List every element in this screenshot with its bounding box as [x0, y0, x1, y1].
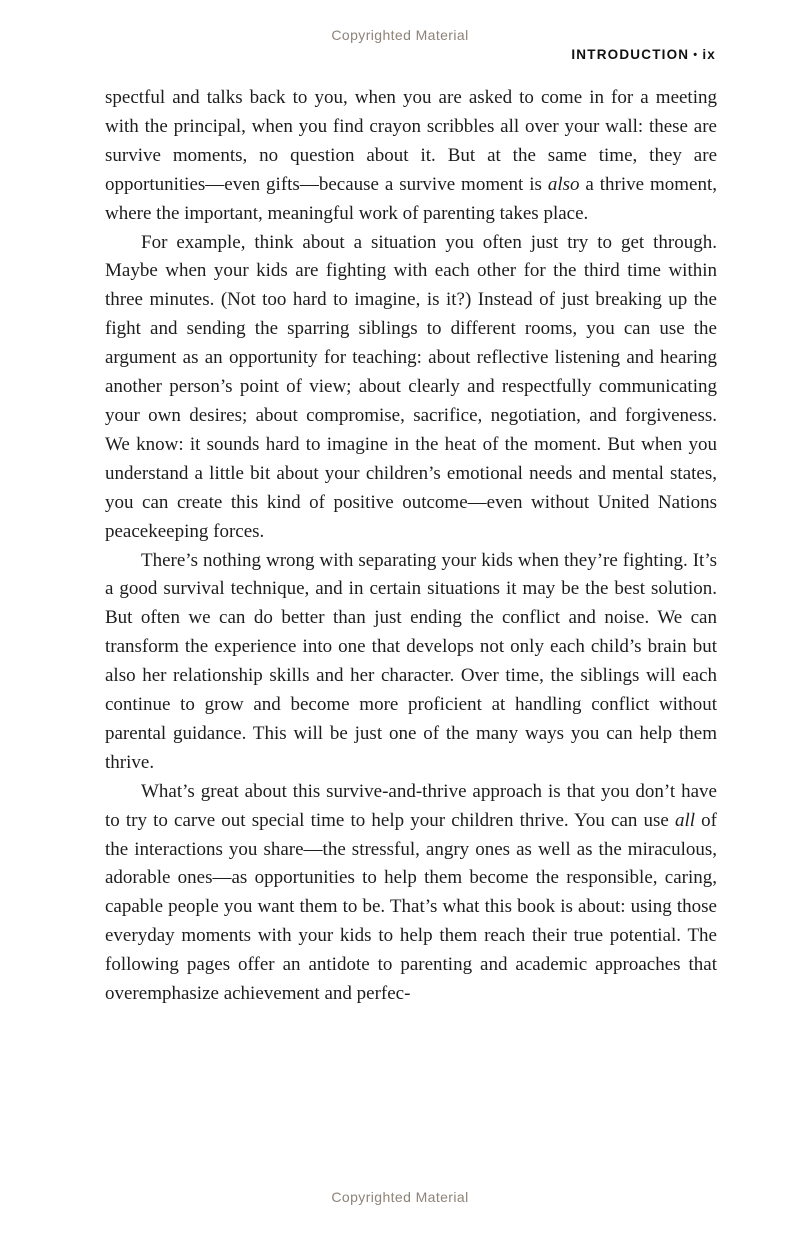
copyright-notice-bottom: Copyrighted Material: [331, 1189, 469, 1205]
paragraph: [105, 547, 717, 778]
body-text: [105, 84, 717, 1009]
text-run: spectful and talks back to you, when you are asked to come in for a meeting with the principal, when you find crayon scribbles all over your wall: these are survive moments, no question about it. But at the same time, they are opportunities—even gifts—because a survive moment is: [105, 87, 717, 195]
italic-text-run: also: [547, 173, 580, 195]
copyright-notice-top: Copyrighted Material: [331, 27, 469, 43]
text-run: For example, think about a situation you often just try to get through. Maybe when your kids are fighting with each other for the third time within three minutes. (Not too hard to imagine, is it?) Instead of just breaking up the fight and sending the sparring siblings to different rooms, you can use the argument as an opportunity for teaching: about reflective listening and hearing another person’s point of view; about clearly and respectfully communicating your own desires; about compromise, sacrifice, negotiation, and forgiveness. We know: it sounds hard to imagine in the heat of the moment. But when you understand a little bit about your children’s emotional needs and mental states, you can create this kind of positive outcome—even without United Nations peacekeeping forces.: [105, 231, 717, 542]
text-run: of the interactions you share—the stressful, angry ones as well as the miraculous, adorable ones—as opportunities to help them become the responsible, caring, capable people you want them to be. That’s what this book is about: using those everyday moments with your kids to help them reach their true potential. The following pages offer an antidote to parenting and academic approaches that overemphasize achievement and perfec-: [105, 809, 717, 1005]
chapter-title: INTRODUCTION: [571, 47, 690, 62]
paragraph: [105, 778, 717, 1009]
text-run: What’s great about this survive-and-thrive approach is that you don’t have to try to carve out special time to help your children thrive. You can use: [105, 780, 717, 831]
text-run: a thrive moment, where the important, meaningful work of parenting takes place.: [105, 173, 717, 224]
running-header: [571, 47, 716, 62]
paragraph: [105, 84, 717, 229]
text-run: There’s nothing wrong with separating your kids when they’re fighting. It’s a good survival technique, and in certain situations it may be the best solution. But often we can do better than just ending the conflict and noise. We can transform the experience into one that develops not only each child’s brain but also her relationship skills and her character. Over time, the siblings will each continue to grow and become more proficient at handling conflict without parental guidance. This will be just one of the many ways you can help them thrive.: [105, 549, 717, 773]
page-number: ix: [702, 47, 716, 62]
paragraph: [105, 229, 717, 547]
header-bullet: •: [693, 49, 699, 61]
italic-text-run: all: [674, 809, 696, 831]
